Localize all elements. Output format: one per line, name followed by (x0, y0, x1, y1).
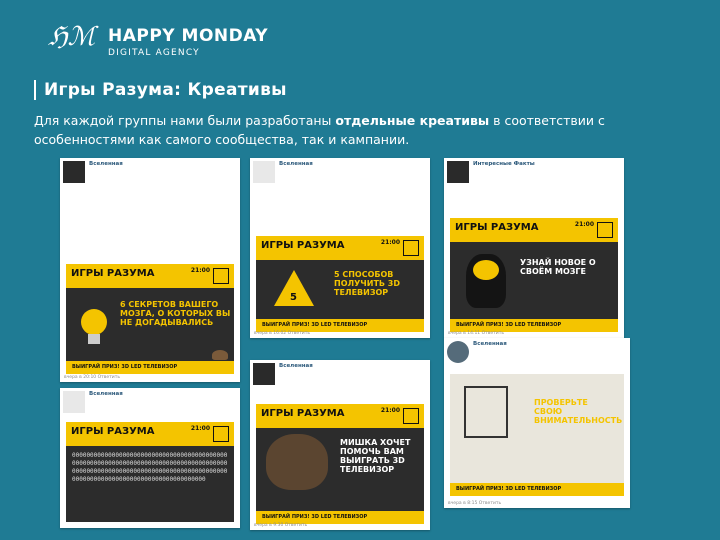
avatar (447, 341, 469, 363)
lightbulb-icon (74, 304, 114, 354)
sign-number: 5 (290, 292, 297, 303)
post-footer[interactable]: вчера в 20:10 Ответить (64, 375, 121, 380)
banner-logo: ИГРЫ РАЗУМА (71, 268, 155, 279)
banner-time: 21:00 (574, 221, 594, 228)
brain-icon (473, 260, 499, 280)
slide-title: Игры Разума: Креативы (44, 80, 287, 100)
national-geographic-icon (213, 426, 229, 442)
post-card-3 (444, 158, 624, 338)
banner-headline: МИШКА ХОЧЕТ ПОМОЧЬ ВАМ ВЫИГРАТЬ 3D ТЕЛЕВИЗОР (340, 438, 411, 474)
logo-mark-icon: ℌℳ (48, 22, 96, 52)
impossible-cube-icon (464, 386, 508, 438)
title-accent-bar (34, 80, 36, 100)
national-geographic-icon (213, 268, 229, 284)
slide-intro (34, 111, 674, 149)
logo-subtitle: DIGITAL AGENCY (108, 48, 200, 58)
creative-banner[interactable] (450, 218, 618, 332)
post-author[interactable]: Вселенная (279, 363, 313, 369)
banner-logo: ИГРЫ РАЗУМА (261, 240, 345, 251)
national-geographic-icon (403, 240, 419, 256)
banner-digits: 0000000000000000000000000000000000000000000000000000000000000000000000000000000000000000000000000000000000000000000000000000000000000000000000000000000000000000000000 (72, 452, 228, 483)
banner-footer: ВЫИГРАЙ ПРИЗ! 3D LED ТЕЛЕВИЗОР (66, 361, 234, 374)
banner-logo: ИГРЫ РАЗУМА (455, 222, 539, 233)
creative-banner[interactable] (66, 422, 234, 522)
hedgehog-icon (212, 350, 228, 360)
bear-image (266, 434, 328, 490)
banner-logo: ИГРЫ РАЗУМА (261, 408, 345, 419)
post-card-4 (60, 388, 240, 528)
creative-banner[interactable] (450, 374, 624, 496)
avatar (447, 161, 469, 183)
intro-text-before: Для каждой группы нами были разработаны (34, 113, 336, 128)
avatar (63, 161, 85, 183)
banner-logo: ИГРЫ РАЗУМА (71, 426, 155, 437)
banner-headline: ПРОВЕРЬТЕ СВОЮ ВНИМАТЕЛЬНОСТЬ (534, 398, 623, 425)
post-card-6 (444, 338, 630, 508)
banner-time: 21:00 (380, 407, 400, 414)
post-card-2 (250, 158, 430, 338)
post-author[interactable]: Вселенная (89, 391, 123, 397)
creative-banner[interactable] (66, 264, 234, 374)
post-footer[interactable]: вчера в 8:15 Ответить (448, 501, 502, 506)
post-author[interactable]: Вселенная (279, 161, 313, 167)
creative-banner[interactable] (256, 236, 424, 332)
banner-footer: ВЫИГРАЙ ПРИЗ! 3D LED ТЕЛЕВИЗОР (256, 511, 424, 524)
banner-time: 21:00 (380, 239, 400, 246)
slide-title-row (34, 80, 287, 100)
intro-text-after: в соответствии с особенностями как самого сообщества, так и кампании. (34, 113, 605, 147)
banner-headline: 6 СЕКРЕТОВ ВАШЕГО МОЗГА, О КОТОРЫХ ВЫ НЕ ДОГАДЫВАЛИСЬ (120, 300, 231, 327)
banner-footer: ВЫИГРАЙ ПРИЗ! 3D LED ТЕЛЕВИЗОР (256, 319, 424, 332)
banner-headline: 5 СПОСОБОВ ПОЛУЧИТЬ 3D ТЕЛЕВИЗОР (334, 270, 401, 297)
avatar (253, 161, 275, 183)
creative-banner[interactable] (256, 404, 424, 524)
logo-name: HAPPY MONDAY (108, 26, 269, 46)
banner-time: 21:00 (190, 267, 210, 274)
post-card-5 (250, 360, 430, 530)
banner-time: 21:00 (190, 425, 210, 432)
avatar (253, 363, 275, 385)
head-silhouette-icon (466, 254, 506, 308)
post-author[interactable]: Интересные Факты (473, 161, 535, 167)
national-geographic-icon (597, 222, 613, 238)
banner-footer: ВЫИГРАЙ ПРИЗ! 3D LED ТЕЛЕВИЗОР (450, 483, 624, 496)
post-author[interactable]: Вселенная (89, 161, 123, 167)
banner-footer: ВЫИГРАЙ ПРИЗ! 3D LED ТЕЛЕВИЗОР (450, 319, 618, 332)
post-footer[interactable]: вчера в 14:11 Ответить (448, 331, 505, 336)
intro-text-bold: отдельные креативы (335, 113, 490, 128)
post-footer[interactable]: вчера в 16:02 Ответить (254, 331, 311, 336)
post-card-1 (60, 158, 240, 382)
banner-headline: УЗНАЙ НОВОЕ О СВОЁМ МОЗГЕ (520, 258, 596, 276)
post-footer[interactable]: вчера в 9:30 Ответить (254, 523, 308, 528)
post-author[interactable]: Вселенная (473, 341, 507, 347)
avatar (63, 391, 85, 413)
national-geographic-icon (403, 408, 419, 424)
